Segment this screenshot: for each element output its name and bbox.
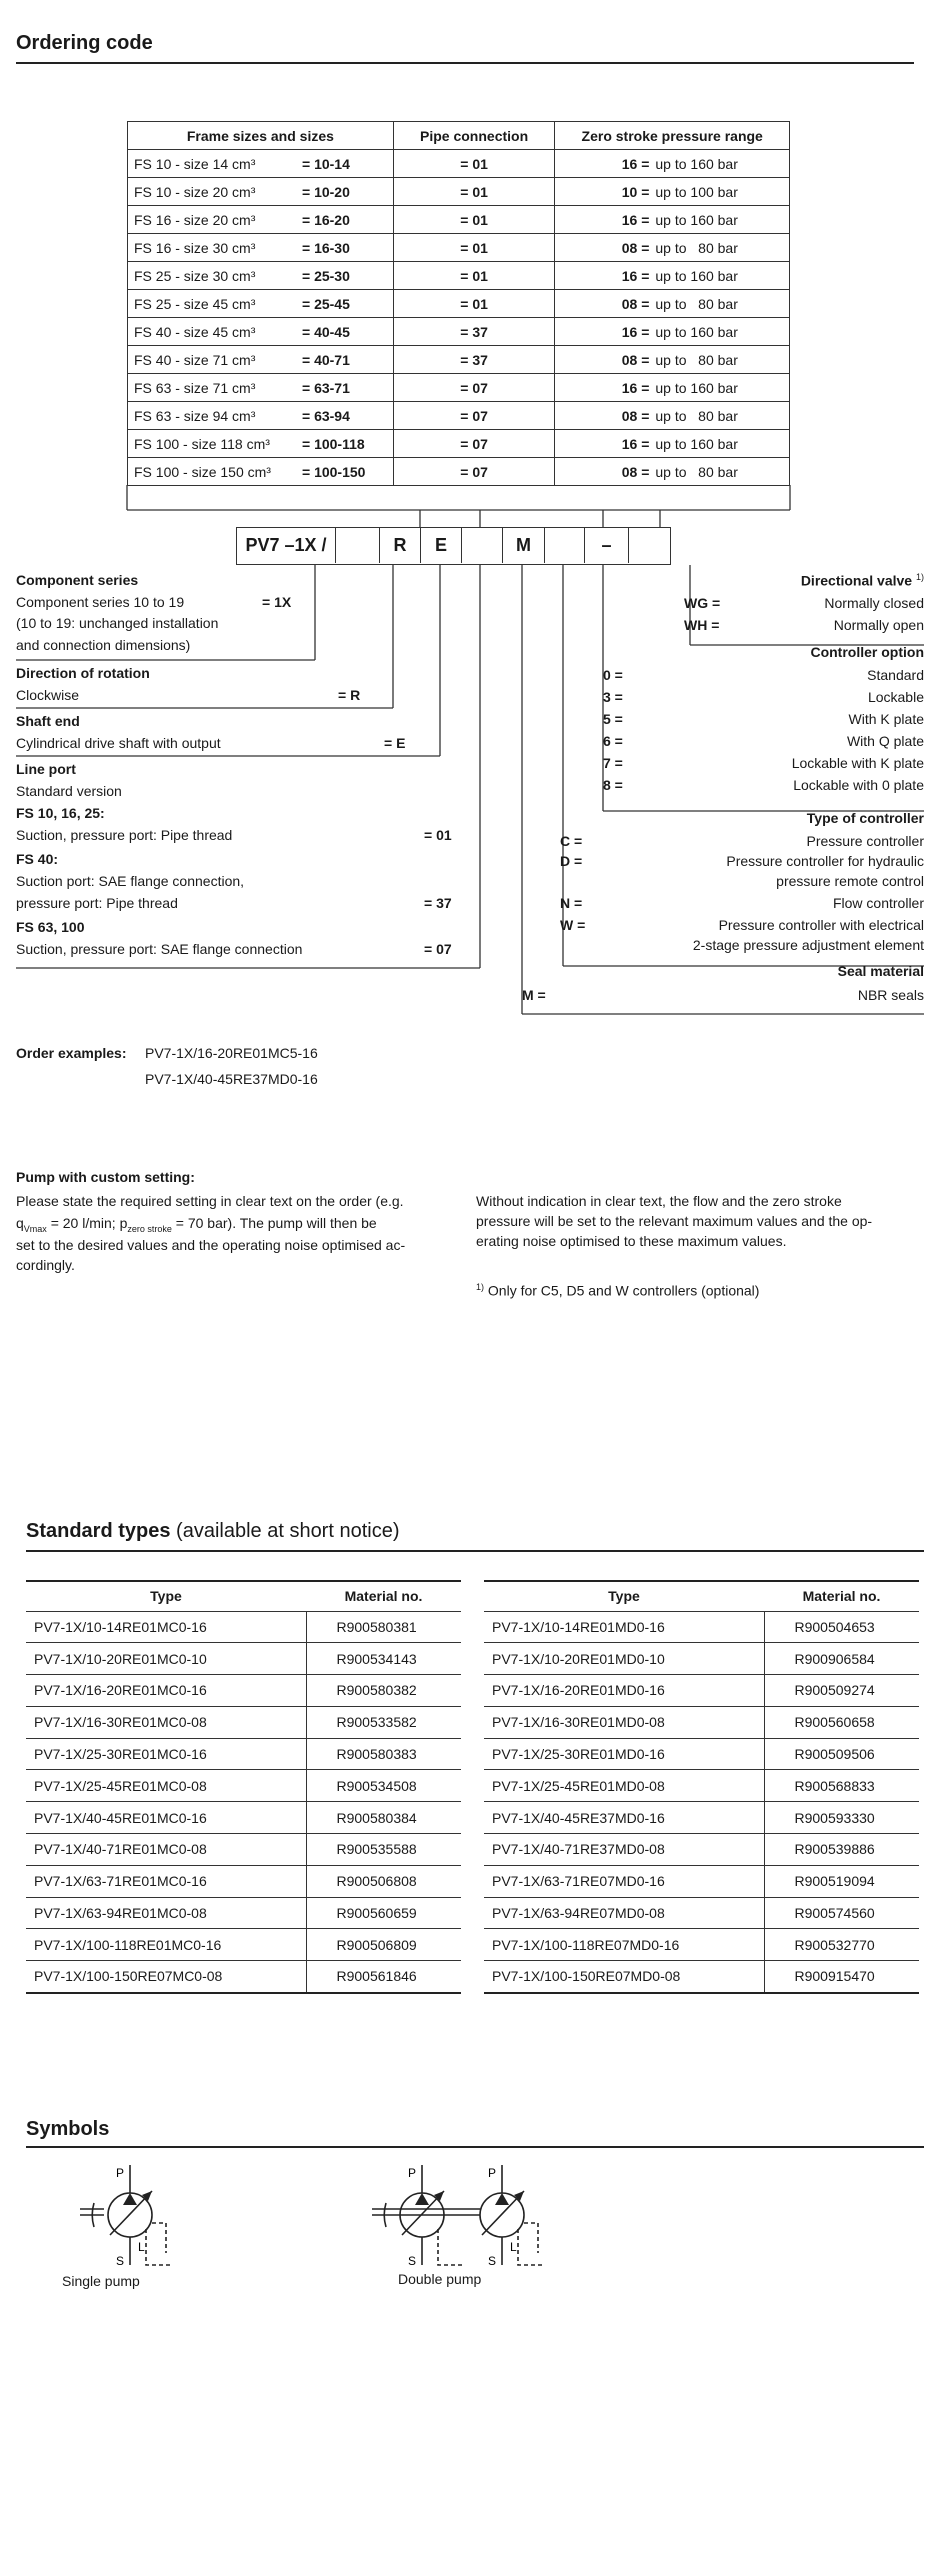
material-no-cell: R900534508 — [306, 1770, 461, 1802]
controller-option-code: 3 = — [603, 689, 623, 705]
zero-stroke-code: 10 = — [621, 183, 650, 200]
table-row — [484, 1802, 919, 1834]
controller-option-text: Lockable with 0 plate — [793, 777, 924, 793]
zero-stroke-range: up to 80 bar — [655, 407, 738, 424]
order-example-2: PV7-1X/40-45RE37MD0-16 — [145, 1071, 318, 1087]
line-port-fs2-code: = 37 — [424, 895, 452, 911]
type-cell: PV7-1X/100-118RE07MD0-16 — [484, 1929, 764, 1961]
code-box-seal: M — [503, 528, 545, 563]
table-row — [484, 1611, 919, 1643]
shaft-code: = E — [384, 735, 406, 751]
tc-text-w2: 2-stage pressure adjustment element — [692, 937, 924, 953]
table-row — [484, 1706, 919, 1738]
type-cell: PV7-1X/16-30RE01MD0-08 — [484, 1706, 764, 1738]
port-s-label: S — [488, 2254, 497, 2268]
component-series-code: = 1X — [262, 594, 292, 610]
standard-types-title: Standard types (available at short notice) — [26, 1520, 400, 1542]
line-port-fs2-text1: Suction port: SAE flange connection, — [16, 873, 245, 889]
double-pump-symbol — [372, 2165, 552, 2275]
table-row — [26, 1643, 461, 1675]
port-s-label: S — [116, 2254, 125, 2268]
controller-option-title: Controller option — [810, 644, 924, 660]
port-l-label: L — [138, 2240, 145, 2254]
zero-stroke-code: 16 = — [621, 267, 650, 284]
frame-size-label: FS 40 - size 45 cm³ — [134, 323, 256, 340]
material-no-cell: R900574560 — [764, 1897, 919, 1929]
rotation-code: = R — [338, 687, 361, 703]
col-header-type: Type — [484, 1581, 764, 1611]
frame-size-code: = 100-150 — [302, 463, 366, 480]
zero-stroke-code: 08 = — [621, 351, 650, 368]
custom-right-line1: Without indication in clear text, the flow and the zero stroke — [476, 1193, 842, 1209]
double-pump-label: Double pump — [398, 2271, 482, 2287]
zero-stroke-range: up to 160 bar — [655, 323, 738, 340]
shaft-title: Shaft end — [16, 713, 80, 729]
zero-stroke-range: up to 80 bar — [655, 295, 738, 312]
type-cell: PV7-1X/10-14RE01MD0-16 — [484, 1611, 764, 1643]
zero-stroke-code: 16 = — [621, 211, 650, 228]
material-no-cell: R900561846 — [306, 1961, 461, 1993]
zero-stroke-range: up to 80 bar — [655, 239, 738, 256]
type-cell: PV7-1X/63-71RE01MC0-16 — [26, 1865, 306, 1897]
custom-left-line3: set to the desired values and the operating noise optimised ac- — [16, 1237, 406, 1253]
port-l-label: L — [510, 2240, 517, 2254]
pipe-connection-code: = 37 — [460, 351, 488, 368]
pipe-connection-code: = 01 — [460, 295, 488, 312]
line-port-fs1-text: Suction, pressure port: Pipe thread — [16, 827, 233, 843]
table-row — [26, 1929, 461, 1961]
type-cell: PV7-1X/25-30RE01MC0-16 — [26, 1738, 306, 1770]
controller-option-code: 7 = — [603, 755, 623, 771]
material-no-cell: R900532770 — [764, 1929, 919, 1961]
type-cell: PV7-1X/63-71RE07MD0-16 — [484, 1865, 764, 1897]
frame-size-label: FS 40 - size 71 cm³ — [134, 351, 256, 368]
col-header-material: Material no. — [764, 1581, 919, 1611]
table-row — [26, 1675, 461, 1707]
symbols-title: Symbols — [26, 2118, 110, 2140]
custom-right-line3: erating noise optimised to these maximum values. — [476, 1233, 787, 1249]
zero-stroke-range: up to 160 bar — [655, 435, 738, 452]
frame-size-code: = 25-30 — [302, 267, 350, 284]
type-cell: PV7-1X/25-30RE01MD0-16 — [484, 1738, 764, 1770]
type-cell: PV7-1X/40-45RE37MD0-16 — [484, 1802, 764, 1834]
code-box-rotation: R — [380, 528, 421, 563]
type-cell: PV7-1X/100-150RE07MC0-08 — [26, 1961, 306, 1993]
pipe-connection-code: = 01 — [460, 239, 488, 256]
component-series-note2: and connection dimensions) — [16, 637, 191, 653]
frame-size-label: FS 16 - size 20 cm³ — [134, 211, 256, 228]
zero-stroke-code: 08 = — [621, 463, 650, 480]
col-header-material: Material no. — [306, 1581, 461, 1611]
frame-size-code: = 63-71 — [302, 379, 350, 396]
material-no-cell: R900506809 — [306, 1929, 461, 1961]
frame-size-label: FS 100 - size 150 cm³ — [134, 463, 271, 480]
table-row — [484, 1865, 919, 1897]
frame-size-code: = 10-14 — [302, 155, 350, 172]
material-no-cell: R900534143 — [306, 1643, 461, 1675]
standard-types-table-right — [484, 1580, 919, 1994]
table-row — [26, 1706, 461, 1738]
custom-setting-title: Pump with custom setting: — [16, 1169, 195, 1185]
controller-option-code: 6 = — [603, 733, 623, 749]
type-cell: PV7-1X/16-30RE01MC0-08 — [26, 1706, 306, 1738]
tc-code-d: D = — [560, 853, 583, 869]
tc-text-d2: pressure remote control — [776, 873, 924, 889]
controller-option-code: 5 = — [603, 711, 623, 727]
controller-option-text: Lockable with K plate — [791, 755, 924, 771]
order-code-boxes — [236, 527, 671, 565]
zero-stroke-code: 08 = — [621, 295, 650, 312]
material-no-cell: R900580381 — [306, 1611, 461, 1643]
shaft-text: Cylindrical drive shaft with output — [16, 735, 221, 751]
zero-stroke-range: up to 160 bar — [655, 267, 738, 284]
table-row — [26, 1834, 461, 1866]
zero-stroke-code: 16 = — [621, 155, 650, 172]
seal-material-title: Seal material — [837, 963, 924, 979]
order-example-1: PV7-1X/16-20RE01MC5-16 — [145, 1045, 318, 1061]
material-no-cell: R900519094 — [764, 1865, 919, 1897]
code-box-size — [336, 528, 380, 563]
frame-size-code: = 10-20 — [302, 183, 350, 200]
table-row — [484, 1929, 919, 1961]
zero-stroke-range: up to 160 bar — [655, 379, 738, 396]
seal-code: M = — [522, 987, 546, 1003]
tc-text-w1: Pressure controller with electrical — [718, 917, 924, 933]
frame-size-code: = 40-45 — [302, 323, 350, 340]
frame-size-code: = 16-20 — [302, 211, 350, 228]
directional-valve-title: Directional valve $^{1)}$ — [800, 572, 924, 589]
line-port-title: Line port — [16, 761, 76, 777]
dv-code-wg: WG = — [684, 595, 721, 611]
table-row — [26, 1611, 461, 1643]
frame-size-label: FS 63 - size 94 cm³ — [134, 407, 256, 424]
tc-text-d1: Pressure controller for hydraulic — [726, 853, 924, 869]
order-examples-label: Order examples: — [16, 1045, 127, 1061]
frame-size-code: = 16-30 — [302, 239, 350, 256]
line-port-fs3-title: FS 63, 100 — [16, 919, 85, 935]
type-cell: PV7-1X/10-14RE01MC0-16 — [26, 1611, 306, 1643]
zero-stroke-range: up to 160 bar — [655, 211, 738, 228]
code-box-valve — [629, 528, 670, 563]
pipe-connection-code: = 07 — [460, 435, 488, 452]
pipe-connection-code: = 07 — [460, 379, 488, 396]
tc-code-w: W = — [560, 917, 586, 933]
seal-text: NBR seals — [857, 987, 924, 1003]
material-no-cell: R900535588 — [306, 1834, 461, 1866]
code-box-line-port — [462, 528, 503, 563]
single-pump-label: Single pump — [62, 2273, 140, 2289]
footnote: $^{1)}$ Only for C5, D5 and W controllers (optional) — [476, 1282, 760, 1299]
pipe-connection-code: = 01 — [460, 267, 488, 284]
controller-option-text: With K plate — [848, 711, 924, 727]
frame-size-label: FS 63 - size 71 cm³ — [134, 379, 256, 396]
table-row — [26, 1802, 461, 1834]
material-no-cell: R900568833 — [764, 1770, 919, 1802]
type-cell: PV7-1X/100-118RE01MC0-16 — [26, 1929, 306, 1961]
type-cell: PV7-1X/63-94RE07MD0-08 — [484, 1897, 764, 1929]
zero-stroke-code: 08 = — [621, 239, 650, 256]
type-cell: PV7-1X/16-20RE01MD0-16 — [484, 1675, 764, 1707]
material-no-cell: R900580382 — [306, 1675, 461, 1707]
line-port-fs2-title: FS 40: — [16, 851, 59, 867]
table-row — [26, 1738, 461, 1770]
zero-stroke-range: up to 80 bar — [655, 463, 738, 480]
line-port-fs1-code: = 01 — [424, 827, 452, 843]
type-of-controller-title: Type of controller — [806, 810, 924, 826]
material-no-cell: R900539886 — [764, 1834, 919, 1866]
controller-option-text: Standard — [867, 667, 924, 683]
material-no-cell: R900533582 — [306, 1706, 461, 1738]
material-no-cell: R900580383 — [306, 1738, 461, 1770]
zero-stroke-code: 16 = — [621, 379, 650, 396]
type-cell: PV7-1X/10-20RE01MD0-10 — [484, 1643, 764, 1675]
type-cell: PV7-1X/100-150RE07MD0-08 — [484, 1961, 764, 1993]
table-row — [484, 1770, 919, 1802]
port-p-label: P — [116, 2166, 125, 2180]
material-no-cell: R900506808 — [306, 1865, 461, 1897]
port-p-label: P — [408, 2166, 417, 2180]
tc-code-c: C = — [560, 833, 583, 849]
frame-size-label: FS 25 - size 30 cm³ — [134, 267, 256, 284]
type-cell: PV7-1X/16-20RE01MC0-16 — [26, 1675, 306, 1707]
table-row — [484, 1643, 919, 1675]
rotation-text: Clockwise — [16, 687, 80, 703]
zero-stroke-code: 16 = — [621, 435, 650, 452]
tc-text-n: Flow controller — [832, 895, 924, 911]
col-header-pipe: Pipe connection — [393, 122, 555, 150]
frame-size-code: = 25-45 — [302, 295, 350, 312]
table-row — [26, 1897, 461, 1929]
rotation-title: Direction of rotation — [16, 665, 150, 681]
port-p-label: P — [488, 2166, 497, 2180]
material-no-cell: R900509506 — [764, 1738, 919, 1770]
col-header-zero-stroke: Zero stroke pressure range — [555, 122, 790, 150]
zero-stroke-code: 08 = — [621, 407, 650, 424]
controller-option-code: 8 = — [603, 777, 623, 793]
frame-size-label: FS 16 - size 30 cm³ — [134, 239, 256, 256]
tc-text-c: Pressure controller — [806, 833, 924, 849]
frame-size-code: = 63-94 — [302, 407, 350, 424]
material-no-cell: R900915470 — [764, 1961, 919, 1993]
type-cell: PV7-1X/25-45RE01MC0-08 — [26, 1770, 306, 1802]
frame-size-code: = 40-71 — [302, 351, 350, 368]
dv-text-wh: Normally open — [833, 617, 924, 633]
custom-left-line1: Please state the required setting in clear text on the order (e.g. — [16, 1193, 404, 1209]
frame-size-code: = 100-118 — [302, 435, 365, 452]
component-series-note1: (10 to 19: unchanged installation — [16, 615, 219, 631]
table-row — [484, 1738, 919, 1770]
controller-option-text: Lockable — [867, 689, 924, 705]
section-rule — [26, 2146, 924, 2148]
col-header-frame: Frame sizes and sizes — [128, 122, 394, 150]
line-port-standard: Standard version — [16, 783, 122, 799]
zero-stroke-range: up to 100 bar — [655, 183, 738, 200]
table-row — [484, 1675, 919, 1707]
pipe-connection-code: = 37 — [460, 323, 488, 340]
col-header-type: Type — [26, 1581, 306, 1611]
section-rule — [26, 1550, 924, 1552]
controller-option-code: 0 = — [603, 667, 623, 683]
zero-stroke-range: up to 80 bar — [655, 351, 738, 368]
type-cell: PV7-1X/63-94RE01MC0-08 — [26, 1897, 306, 1929]
table-row — [26, 1865, 461, 1897]
tc-code-n: N = — [560, 895, 583, 911]
pipe-connection-code: = 07 — [460, 407, 488, 424]
type-cell: PV7-1X/25-45RE01MD0-08 — [484, 1770, 764, 1802]
material-no-cell: R900580384 — [306, 1802, 461, 1834]
frame-size-label: FS 25 - size 45 cm³ — [134, 295, 256, 312]
table-row — [26, 1961, 461, 1993]
type-cell: PV7-1X/40-71RE37MD0-08 — [484, 1834, 764, 1866]
port-s-label: S — [408, 2254, 417, 2268]
component-series-title: Component series — [16, 572, 139, 588]
code-box-series: PV7 –1X / — [237, 528, 336, 563]
component-series-text: Component series 10 to 19 — [16, 594, 185, 610]
standard-types-table-left — [26, 1580, 461, 1994]
material-no-cell: R900504653 — [764, 1611, 919, 1643]
zero-stroke-code: 16 = — [621, 323, 650, 340]
ordering-code-title: Ordering code — [16, 32, 153, 54]
material-no-cell: R900906584 — [764, 1643, 919, 1675]
frame-size-label: FS 10 - size 14 cm³ — [134, 155, 256, 172]
single-pump-symbol — [80, 2165, 190, 2275]
dv-text-wg: Normally closed — [824, 595, 924, 611]
zero-stroke-range: up to 160 bar — [655, 155, 738, 172]
material-no-cell: R900560659 — [306, 1897, 461, 1929]
type-cell: PV7-1X/10-20RE01MC0-10 — [26, 1643, 306, 1675]
code-box-controller — [545, 528, 585, 563]
custom-left-line4: cordingly. — [16, 1257, 75, 1273]
custom-right-line2: pressure will be set to the relevant maximum values and the op- — [476, 1213, 873, 1229]
line-port-fs1-title: FS 10, 16, 25: — [16, 805, 105, 821]
material-no-cell: R900560658 — [764, 1706, 919, 1738]
pipe-connection-code: = 01 — [460, 155, 488, 172]
code-box-pressure: – — [585, 528, 629, 563]
pipe-connection-code: = 01 — [460, 211, 488, 228]
line-port-fs3-code: = 07 — [424, 941, 452, 957]
line-port-fs2-text2: pressure port: Pipe thread — [16, 895, 178, 911]
controller-option-text: With Q plate — [846, 733, 924, 749]
material-no-cell: R900509274 — [764, 1675, 919, 1707]
pipe-connection-code: = 07 — [460, 463, 488, 480]
custom-left-line2: $q_{Vmax} = 20$ l/min; $p_{zero stroke} = 70$ bar). The pump will then be — [16, 1215, 377, 1234]
material-no-cell: R900593330 — [764, 1802, 919, 1834]
type-cell: PV7-1X/40-71RE01MC0-08 — [26, 1834, 306, 1866]
table-row — [484, 1897, 919, 1929]
table-row — [26, 1770, 461, 1802]
table-row — [484, 1834, 919, 1866]
line-port-fs3-text: Suction, pressure port: SAE flange connection — [16, 941, 303, 957]
code-box-shaft: E — [421, 528, 462, 563]
table-row — [484, 1961, 919, 1993]
type-cell: PV7-1X/40-45RE01MC0-16 — [26, 1802, 306, 1834]
dv-code-wh: WH = — [684, 617, 720, 633]
pipe-connection-code: = 01 — [460, 183, 488, 200]
frame-size-label: FS 10 - size 20 cm³ — [134, 183, 256, 200]
frame-size-label: FS 100 - size 118 cm³ — [134, 435, 270, 452]
